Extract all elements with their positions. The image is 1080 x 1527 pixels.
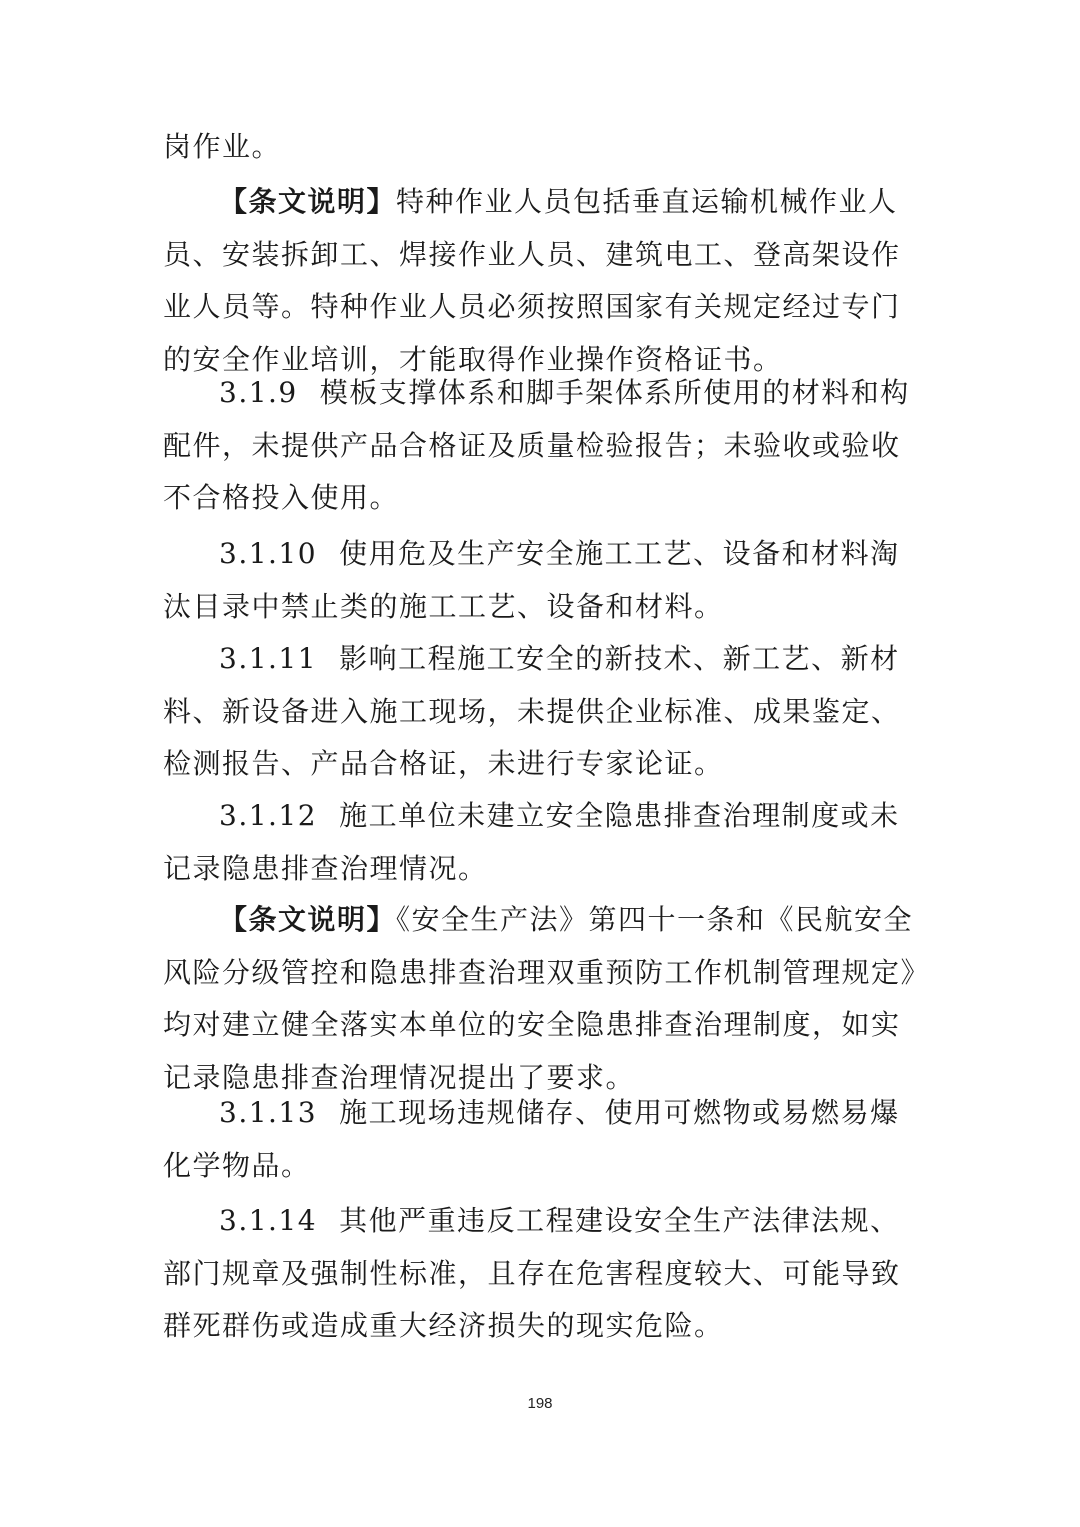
paragraph-text: 特种作业人员包括垂直运输机械作业人员、安装拆卸工、焊接作业人员、建筑电工、登高架设作业人员等。特种作业人员必须按照国家有关规定经过专门的安全作业培训，才能取得作业操作资格证书。: [163, 185, 901, 376]
clause-number: 3.1.13: [219, 1096, 318, 1129]
clause-number: 3.1.14: [219, 1204, 318, 1237]
page-number: 198: [527, 1395, 553, 1412]
clause-3-1-9: [163, 367, 923, 525]
clause-3-1-10: [163, 528, 923, 633]
paragraph-text: 《安全生产法》第四十一条和《民航安全风险分级管控和隐患排查治理双重预防工作机制管理规定》均对建立健全落实本单位的安全隐患排查治理制度，如实记录隐患排查治理情况提出了要求。: [163, 903, 917, 1094]
explanation-label: 【条文说明】: [219, 185, 397, 218]
paragraph-text: 施工单位未建立安全隐患排查治理制度或未记录隐患排查治理情况。: [163, 799, 900, 885]
clause-number: 3.1.10: [219, 537, 318, 570]
clause-3-1-12: [163, 790, 923, 895]
clause-number: 3.1.9: [219, 376, 298, 409]
clause-number: 3.1.11: [219, 642, 318, 675]
paragraph-text: 其他严重违反工程建设安全生产法律法规、部门规章及强制性标准，且存在危害程度较大、可能导致群死群伤或造成重大经济损失的现实危险。: [163, 1204, 901, 1342]
paragraph-text: 岗作业。: [163, 130, 282, 163]
paragraph-text: 使用危及生产安全施工工艺、设备和材料淘汰目录中禁止类的施工工艺、设备和材料。: [163, 537, 900, 623]
clause-3-1-13: [163, 1087, 923, 1192]
paragraph-text: 施工现场违规储存、使用可燃物或易燃易爆化学物品。: [163, 1096, 900, 1182]
paragraph-continuation: [163, 121, 923, 174]
clause-3-1-14: [163, 1195, 923, 1353]
clause-explanation-2: [163, 894, 923, 1104]
clause-3-1-11: [163, 633, 923, 791]
paragraph-text: 模板支撑体系和脚手架体系所使用的材料和构配件，未提供产品合格证及质量检验报告；未验收或验收不合格投入使用。: [163, 376, 910, 514]
explanation-label: 【条文说明】: [219, 903, 397, 936]
paragraph-text: 影响工程施工安全的新技术、新工艺、新材料、新设备进入施工现场，未提供企业标准、成果鉴定、检测报告、产品合格证，未进行专家论证。: [163, 642, 901, 780]
clause-number: 3.1.12: [219, 799, 318, 832]
clause-explanation-1: [163, 176, 923, 386]
